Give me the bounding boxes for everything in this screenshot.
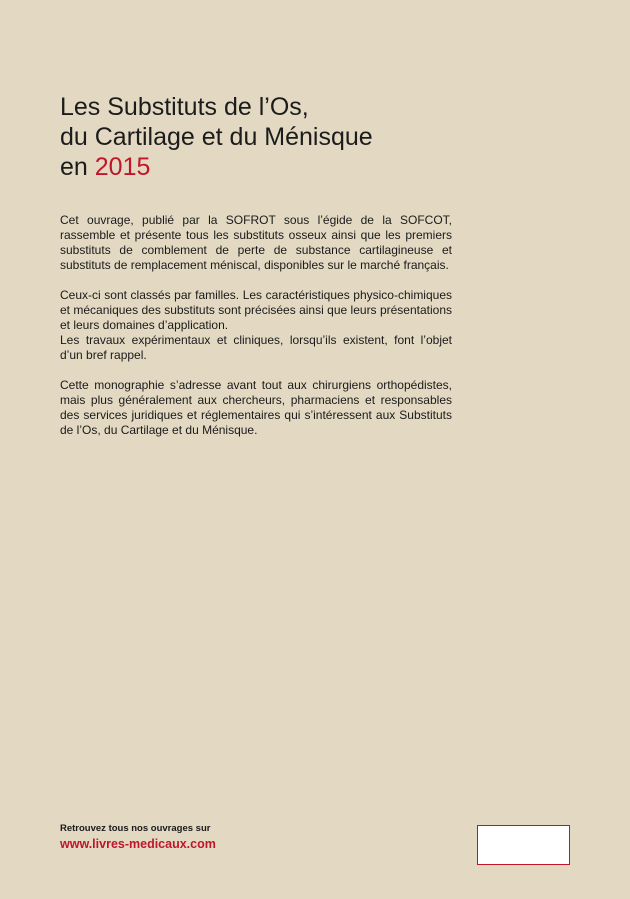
description-paragraph-3: Cette monographie s’adresse avant tout aux chirurgiens orthopédistes, mais plus généralement aux chercheurs, pharmaciens et responsables des services juridiques et réglementaires qui s’intéressent aux Substituts de l’Os, du Cartilage et du Ménisque. bbox=[60, 378, 452, 437]
title-line-3 bbox=[60, 152, 560, 182]
title-line-1: Les Substituts de l’Os, bbox=[60, 93, 309, 121]
website-link[interactable]: www.livres-medicaux.com bbox=[60, 837, 216, 851]
barcode-placeholder bbox=[477, 825, 570, 865]
title-year: 2015 bbox=[94, 153, 151, 181]
description-paragraph-2b: Les travaux expérimentaux et cliniques, lorsqu’ils existent, font l’objet d’un bref rappel. bbox=[60, 333, 452, 362]
title-prefix: en bbox=[60, 153, 95, 181]
back-cover-description bbox=[60, 213, 452, 453]
title-line-2: du Cartilage et du Ménisque bbox=[60, 123, 373, 151]
book-title bbox=[60, 92, 560, 182]
footer-label: Retrouvez tous nos ouvrages sur bbox=[60, 823, 211, 834]
description-paragraph-1: Cet ouvrage, publié par la SOFROT sous l’égide de la SOFCOT, rassemble et présente tous les substituts osseux ainsi que les premiers substituts de comblement de perte de substance cartilagineuse et substituts de remplacement méniscal, disponibles sur le marché français. bbox=[60, 213, 452, 272]
description-paragraph-2a: Ceux-ci sont classés par familles. Les caractéristiques physico-chimiques et mécaniques des substituts sont précisées ainsi que leurs présentations et leurs domaines d’application. bbox=[60, 288, 452, 332]
